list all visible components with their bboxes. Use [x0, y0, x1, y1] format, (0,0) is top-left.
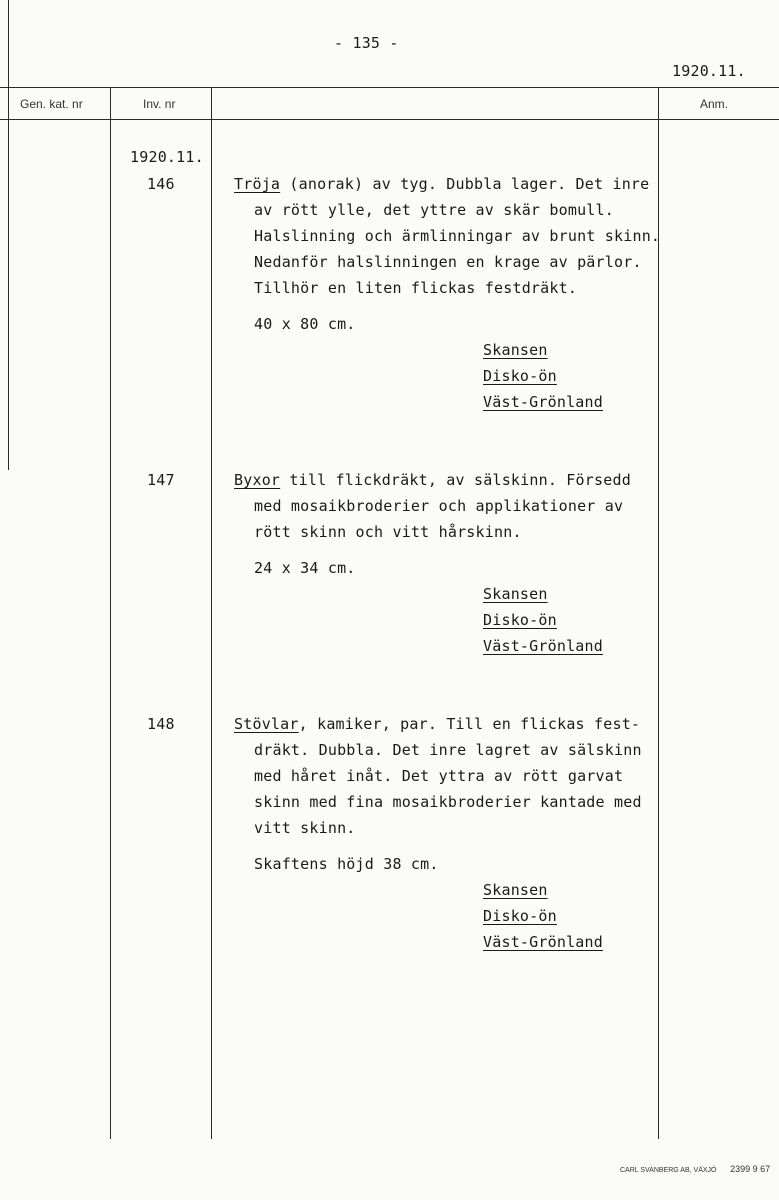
header-bottom-line [0, 119, 779, 120]
entry-title: Tröja [234, 175, 281, 193]
origin-line: Disko-ön [483, 611, 557, 629]
origin-line: Väst-Grönland [483, 393, 603, 411]
col-divider-desc [211, 87, 212, 1139]
origin-line: Skansen [483, 341, 548, 359]
entry-title: Stövlar [234, 715, 299, 733]
origin-line: Väst-Grönland [483, 637, 603, 655]
entry-line: Nedanför halslinningen en krage av pärlor. [254, 253, 642, 271]
entry-size: 40 x 80 cm. [254, 315, 356, 333]
entry-size: Skaftens höjd 38 cm. [254, 855, 439, 873]
form-code: 2399 9 67 [730, 1164, 771, 1174]
origin-line: Väst-Grönland [483, 933, 603, 951]
left-margin-line [8, 0, 9, 470]
group-ref: 1920.11. [130, 148, 204, 166]
entry-first-line: Byxor till flickdräkt, av sälskinn. Försedd [234, 471, 631, 489]
col-divider-inv [110, 87, 111, 1139]
entry-line: med mosaikbroderier och applikationer av [254, 497, 624, 515]
entry-line: av rött ylle, det yttre av skär bomull. [254, 201, 614, 219]
origin-line: Skansen [483, 585, 548, 603]
header-gen-kat-nr: Gen. kat. nr [20, 97, 83, 111]
entry-first-line: Stövlar, kamiker, par. Till en flickas fest- [234, 715, 641, 733]
inv-number: 146 [147, 175, 175, 193]
header-anm: Anm. [700, 97, 729, 111]
origin-line: Skansen [483, 881, 548, 899]
header-top-line [0, 87, 779, 88]
origin-line: Disko-ön [483, 907, 557, 925]
entry-line: Tillhör en liten flickas festdräkt. [254, 279, 578, 297]
entry-line: skinn med fina mosaikbroderier kantade med [254, 793, 642, 811]
printer-imprint [620, 1157, 770, 1176]
entry-line: med håret inåt. Det yttra av rött garvat [254, 767, 624, 785]
entry-size: 24 x 34 cm. [254, 559, 356, 577]
page-number: - 135 - [334, 34, 399, 52]
inv-number: 148 [147, 715, 175, 733]
printer-name: CARL SVANBERG AB, VÄXJÖ [620, 1167, 717, 1174]
entry-line: dräkt. Dubbla. Det inre lagret av sälskinn [254, 741, 642, 759]
entry-first-line: Tröja (anorak) av tyg. Dubbla lager. Det inre [234, 175, 650, 193]
inv-number: 147 [147, 471, 175, 489]
header-inv-nr: Inv. nr [143, 97, 176, 111]
origin-line: Disko-ön [483, 367, 557, 385]
entry-line: rött skinn och vitt hårskinn. [254, 523, 522, 541]
entry-title: Byxor [234, 471, 281, 489]
entry-line: vitt skinn. [254, 819, 356, 837]
entry-line: Halslinning och ärmlinningar av brunt skinn. [254, 227, 661, 245]
page-year-ref: 1920.11. [672, 62, 746, 80]
